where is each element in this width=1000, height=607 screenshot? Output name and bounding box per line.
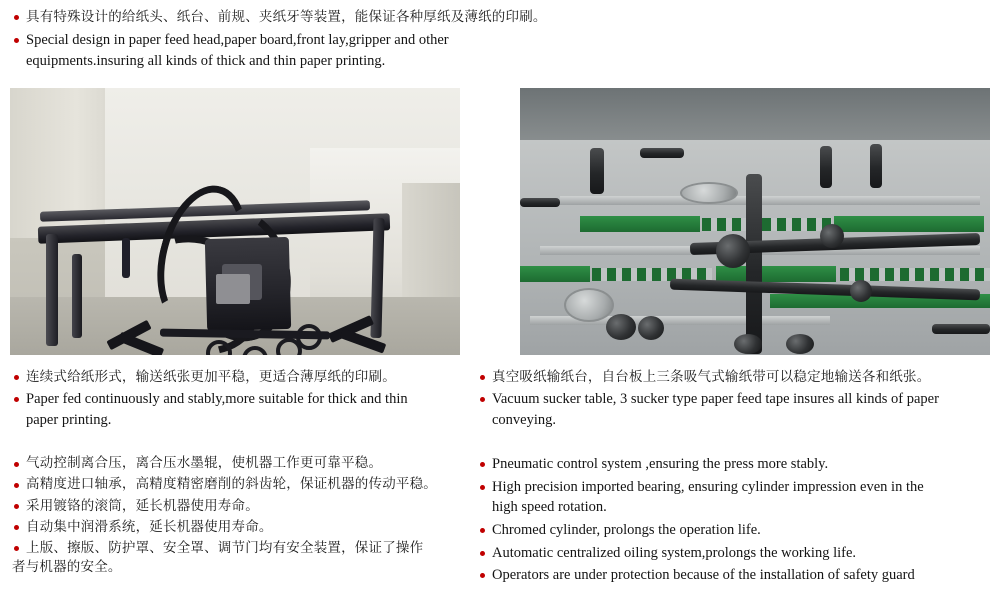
list-item xyxy=(478,477,990,518)
bullet-text-line: 者与机器的安全。 xyxy=(12,559,122,576)
bullet-text-line: Special design in paper feed head,paper board,front lay,gripper and other xyxy=(26,32,449,49)
bullet-text-line: conveying. xyxy=(492,411,557,428)
list-item: 具有特殊设计的给纸头、纸台、前规、夹纸牙等装置，能保证各种厚纸及薄纸的印刷。 xyxy=(12,8,632,27)
bullet-text-line: high speed rotation. xyxy=(492,499,607,516)
list-item: 自动集中润滑系统，延长机器使用寿命。 xyxy=(12,518,468,537)
right-group-2 xyxy=(478,454,990,585)
list-item: Chromed cylinder, prolongs the operation life. xyxy=(478,520,990,541)
right-bullet-list-2 xyxy=(478,454,990,585)
list-item: 高精度进口轴承，高精度精密磨削的斜齿轮，保证机器的传动平稳。 xyxy=(12,475,468,494)
left-group-2 xyxy=(12,454,468,577)
right-bullet-list-1 xyxy=(478,368,990,430)
list-item: Automatic centralized oiling system,prolongs the working life. xyxy=(478,543,990,564)
bullet-text-line: High precision imported bearing, ensuring cylinder impression even in the xyxy=(492,478,924,495)
bullet-text-line: paper printing. xyxy=(26,411,112,428)
bullet-text-line: equipments.insuring all kinds of thick and thin paper printing. xyxy=(26,52,386,69)
left-text-column xyxy=(12,368,468,591)
bullet-text-line: 上版、擦版、防护罩、安全罩、调节门均有安全装置，保证了操作 xyxy=(26,539,424,556)
list-item xyxy=(12,539,468,577)
list-item: Pneumatic control system ,ensuring the press more stably. xyxy=(478,454,990,475)
bullet-text-line: Paper fed continuously and stably,more suitable for thick and thin xyxy=(26,391,408,408)
right-group-1 xyxy=(478,368,990,430)
left-group-1 xyxy=(12,368,468,430)
list-item: 连续式给纸形式，输送纸张更加平稳，更适合薄厚纸的印刷。 xyxy=(12,368,468,387)
list-item xyxy=(12,389,468,430)
left-bullet-list-2 xyxy=(12,454,468,577)
photo-vacuum-sucker-table xyxy=(520,88,990,355)
list-item xyxy=(478,389,990,430)
photo-paper-feed-head xyxy=(10,88,460,355)
list-item: 真空吸纸输纸台，自台板上三条吸气式输纸带可以稳定地输送各和纸张。 xyxy=(478,368,990,387)
top-feature-block xyxy=(12,8,632,73)
list-item: 采用镀铬的滚筒，延长机器使用寿命。 xyxy=(12,497,468,516)
list-item xyxy=(12,30,632,71)
left-bullet-list-1 xyxy=(12,368,468,430)
bullet-text-line: Vacuum sucker table, 3 sucker type paper feed tape insures all kinds of paper xyxy=(492,391,939,408)
list-item: 气动控制离合压，离合压水墨辊，使机器工作更可靠平稳。 xyxy=(12,454,468,473)
top-bullet-list xyxy=(12,8,632,71)
right-text-column xyxy=(478,368,990,600)
list-item: Operators are under protection because of the installation of safety guard xyxy=(478,565,990,586)
